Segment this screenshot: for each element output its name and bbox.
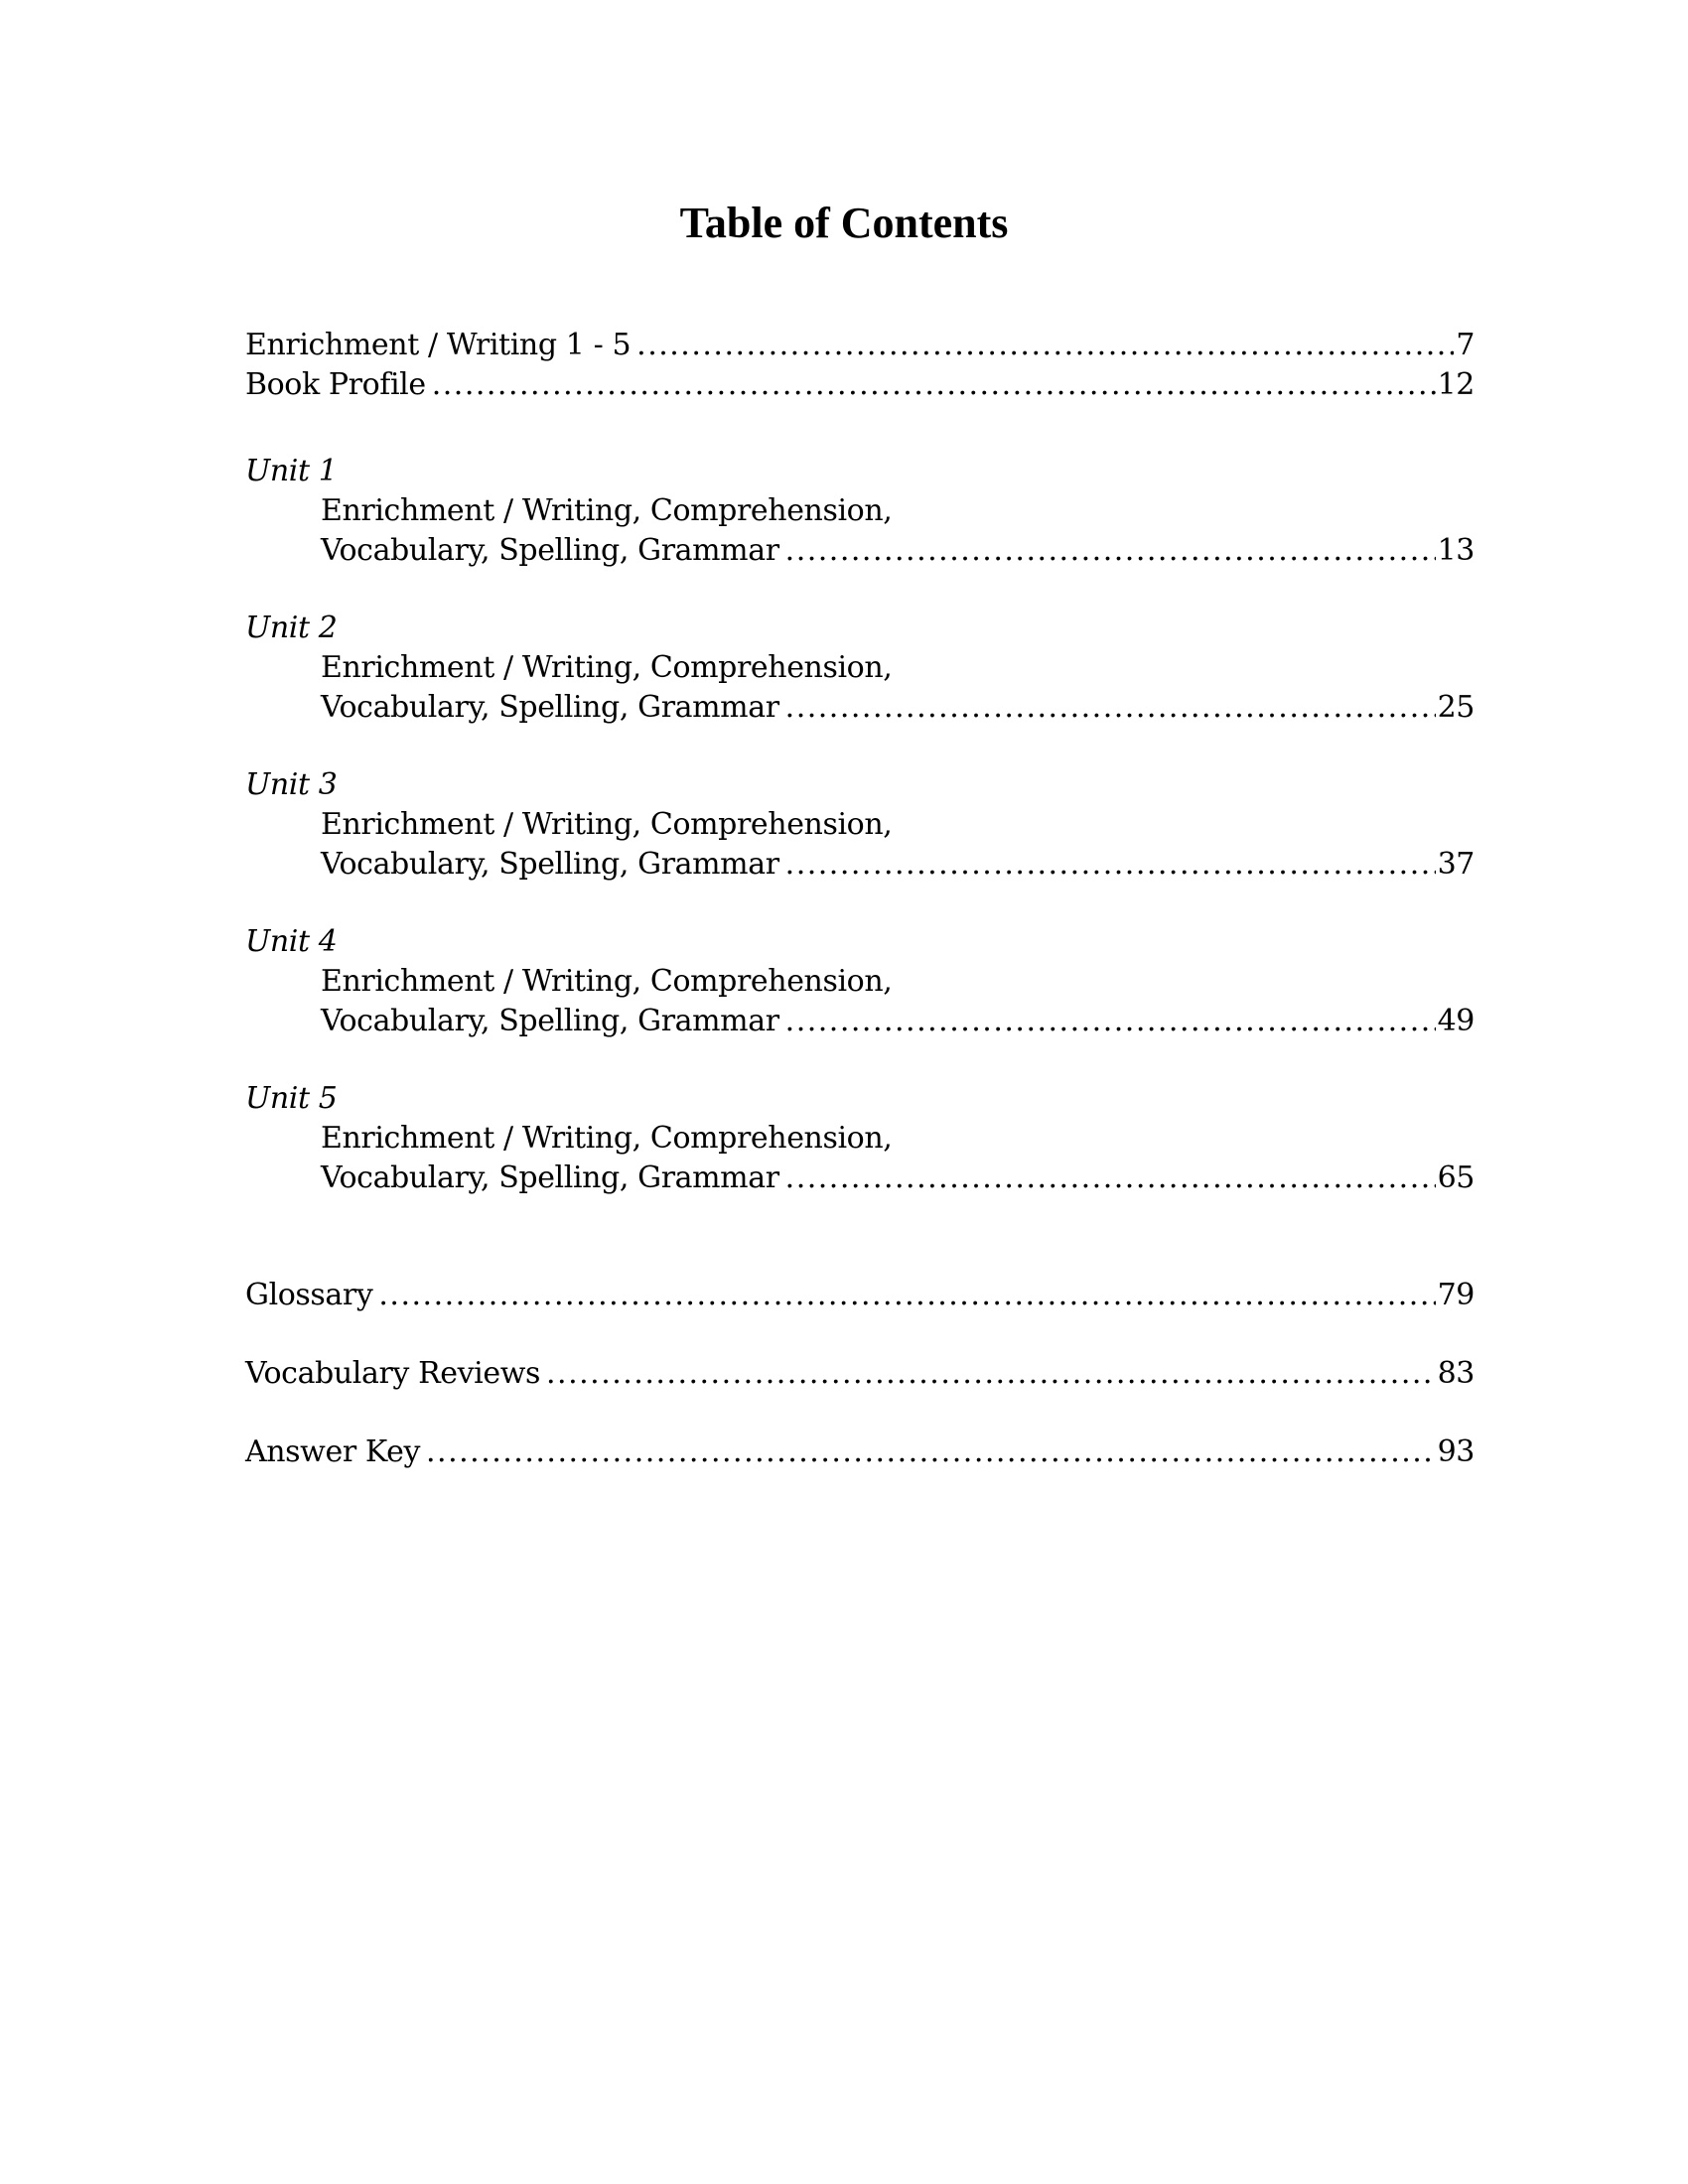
toc-entry-page: 7 (1456, 328, 1475, 362)
toc-entry-page: 13 (1437, 533, 1475, 568)
toc-entry-label: Vocabulary, Spelling, Grammar (321, 690, 779, 725)
toc-entry-vocabulary-reviews[interactable] (245, 1354, 1475, 1394)
page-title: Table of Contents (679, 199, 1009, 247)
toc-entry-page: 93 (1437, 1434, 1475, 1469)
toc-entry-book-profile[interactable] (245, 365, 1475, 405)
toc-entry-label: Answer Key (245, 1434, 421, 1469)
toc-entry-label: Vocabulary, Spelling, Grammar (321, 847, 779, 882)
dot-leader (636, 326, 1454, 365)
toc-entry-glossary[interactable] (245, 1276, 1475, 1315)
dot-leader (785, 1002, 1436, 1041)
toc-entry-page: 12 (1437, 367, 1475, 402)
toc-entry-page: 25 (1437, 690, 1475, 725)
unit-heading: Unit 5 (245, 1081, 338, 1116)
dot-leader (432, 365, 1436, 405)
unit-topics-line: Enrichment / Writing, Comprehension, (321, 1121, 893, 1156)
toc-entry-page: 49 (1437, 1004, 1475, 1038)
toc-entry-label: Book Profile (245, 367, 426, 402)
dot-leader (378, 1276, 1435, 1315)
unit-topics-line: Enrichment / Writing, Comprehension, (321, 493, 893, 528)
toc-entry-label: Enrichment / Writing 1 - 5 (245, 328, 632, 362)
unit-topics-line: Enrichment / Writing, Comprehension, (321, 964, 893, 999)
dot-leader (426, 1433, 1436, 1472)
toc-entry-page: 65 (1437, 1160, 1475, 1195)
toc-entry-label: Vocabulary, Spelling, Grammar (321, 533, 779, 568)
toc-entry-unit-5[interactable] (321, 1159, 1475, 1198)
toc-entry-page: 79 (1437, 1278, 1475, 1312)
unit-heading: Unit 4 (245, 924, 338, 959)
toc-entry-unit-4[interactable] (321, 1002, 1475, 1041)
dot-leader (785, 1159, 1436, 1198)
toc-entry-page: 83 (1437, 1356, 1475, 1391)
dot-leader (546, 1354, 1436, 1394)
unit-topics-line: Enrichment / Writing, Comprehension, (321, 650, 893, 685)
toc-entry-label: Vocabulary Reviews (245, 1356, 541, 1391)
toc-entry-unit-3[interactable] (321, 845, 1475, 885)
unit-heading: Unit 3 (245, 767, 338, 802)
unit-heading: Unit 1 (245, 454, 338, 488)
dot-leader (785, 845, 1436, 885)
dot-leader (785, 688, 1436, 728)
unit-topics-line: Enrichment / Writing, Comprehension, (321, 807, 893, 842)
toc-entry-unit-2[interactable] (321, 688, 1475, 728)
toc-entry-label: Glossary (245, 1278, 373, 1312)
dot-leader (785, 531, 1436, 571)
toc-entry-label: Vocabulary, Spelling, Grammar (321, 1004, 779, 1038)
toc-entry-page: 37 (1437, 847, 1475, 882)
toc-entry-unit-1[interactable] (321, 531, 1475, 571)
unit-heading: Unit 2 (245, 611, 338, 645)
toc-entry-answer-key[interactable] (245, 1433, 1475, 1472)
toc-entry-label: Vocabulary, Spelling, Grammar (321, 1160, 779, 1195)
toc-entry-enrichment-writing[interactable] (245, 326, 1475, 365)
